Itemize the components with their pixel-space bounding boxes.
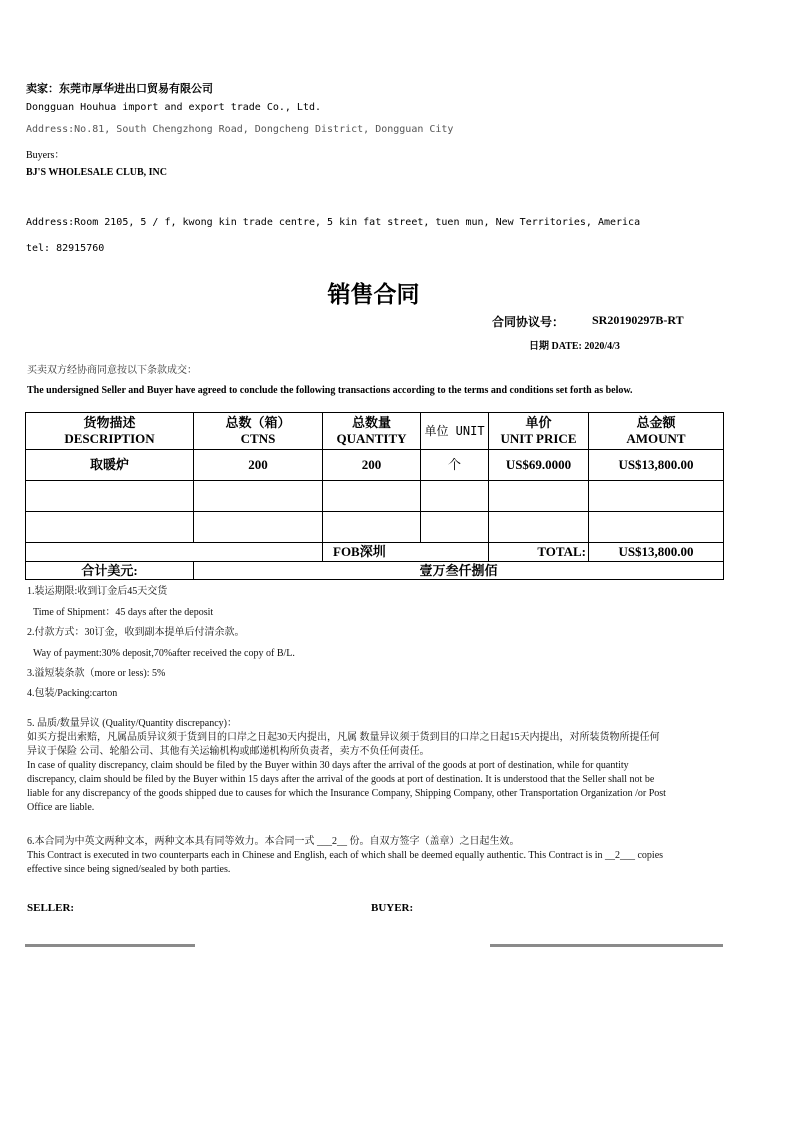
total-value: US$13,800.00 [589,543,724,562]
clause-5-en-2: discrepancy, claim should be filed by the Buyer within 15 days after the arrival of the goods at port of destination. It is understood that the Seller shall not be [27,774,655,785]
header-unit-price: 单价 UNIT PRICE [489,413,589,450]
table-row [26,450,724,481]
header-quantity: 总数量 QUANTITY [323,413,421,450]
intro-en: The undersigned Seller and Buyer have agreed to conclude the following transactions according to the terms and conditions set forth as below. [27,385,633,396]
clause-5-en-3: liable for any discrepancy of the goods shipped due to causes for which the Insurance Company, Shipping Company, other Transportation Organization /or Post [27,788,666,799]
fob-term: FOB深圳 [323,543,489,562]
contract-no-label: 合同协议号： [492,315,565,329]
cell-amount: US$13,800.00 [589,450,724,481]
clause-5-cn-1: 如买方提出索赔，凡属品质异议须于货到目的口岸之日起30天内提出，凡属 数量异议须于货到目的口岸之日起15天内提出，对所装货物所提任何 [27,732,660,743]
table-sum-words-row [26,562,724,580]
clause-1-en: Time of Shipment：45 days after the deposit [33,607,214,618]
document-title: 销售合同 [327,282,420,307]
clause-1-cn: 1.装运期限:收到订金后45天交货 [27,586,168,597]
cell-unit: 个 [421,450,489,481]
table-total-row [26,543,724,562]
total-label: TOTAL: [489,543,589,562]
seller-signature-line [25,944,195,947]
header-description: 货物描述 DESCRIPTION [26,413,194,450]
clause-2-cn: 2.付款方式：30订金，收到副本提单后付清余款。 [27,627,245,638]
clause-6-en-2: effective since being signed/sealed by both parties. [27,864,231,875]
seller-name-en: Dongguan Houhua import and export trade Co., Ltd. [26,102,322,113]
buyer-label: Buyers： [26,150,65,161]
sum-label: 合计美元: [26,562,194,580]
cell-description: 取暖炉 [26,450,194,481]
header-ctns: 总数（箱） CTNS [194,413,323,450]
intro-cn: 买卖双方经协商同意按以下条款成交： [27,365,197,376]
buyer-tel: tel: 82915760 [26,243,105,254]
table-row-empty [26,512,724,543]
cell-ctns: 200 [194,450,323,481]
clause-4: 4.包装/Packing:carton [27,688,118,699]
buyer-signature-label: BUYER: [371,902,414,914]
clause-3: 3.溢短装条款（more or less): 5% [27,668,166,679]
sum-words: 壹万叁仟捌佰 [194,562,724,580]
clause-5-title: 5. 品质/数量异议 (Quality/Quantity discrepancy)： [27,718,237,729]
buyer-signature-line [490,944,723,947]
clause-2-en: Way of payment:30% deposit,70%after received the copy of B/L. [33,648,295,659]
clause-5-en-1: In case of quality discrepancy, claim should be filed by the Buyer within 30 days after the arrival of the goods at port of destination, while for quantity [27,760,629,771]
seller-signature-label: SELLER: [27,902,75,914]
header-amount: 总金额 AMOUNT [589,413,724,450]
header-unit: 单位 UNIT [421,413,489,450]
table-row-empty [26,481,724,512]
table-header-row [26,413,724,450]
seller-address: Address:No.81, South Chengzhong Road, Dongcheng District, Dongguan City [26,124,454,135]
buyer-address: Address:Room 2105, 5 / f, kwong kin trade centre, 5 kin fat street, tuen mun, New Territories, America [26,217,641,228]
clause-5-cn-2: 异议于保险 公司、轮船公司、其他有关运输机构或邮递机构所负责者，卖方不负任何责任。 [27,746,430,757]
clause-5-en-4: Office are liable. [27,802,95,813]
clause-6-en-1: This Contract is executed in two counterparts each in Chinese and English, each of which shall be deemed equally authentic. This Contract is in __2___ copies [27,850,664,861]
cell-quantity: 200 [323,450,421,481]
buyer-name: BJ'S WHOLESALE CLUB, INC [26,167,167,178]
cell-unit-price: US$69.0000 [489,450,589,481]
contract-date: 日期 DATE: 2020/4/3 [529,341,620,352]
goods-table [25,412,724,580]
seller-label: 卖家：东莞市厚华进出口贸易有限公司 [26,83,213,95]
clause-6-cn: 6.本合同为中英文两种文本，两种文本具有同等效力。本合同一式 ___2__ 份。自双方签字（盖章）之日起生效。 [27,836,520,847]
contract-no-value: SR20190297B-RT [592,313,684,327]
